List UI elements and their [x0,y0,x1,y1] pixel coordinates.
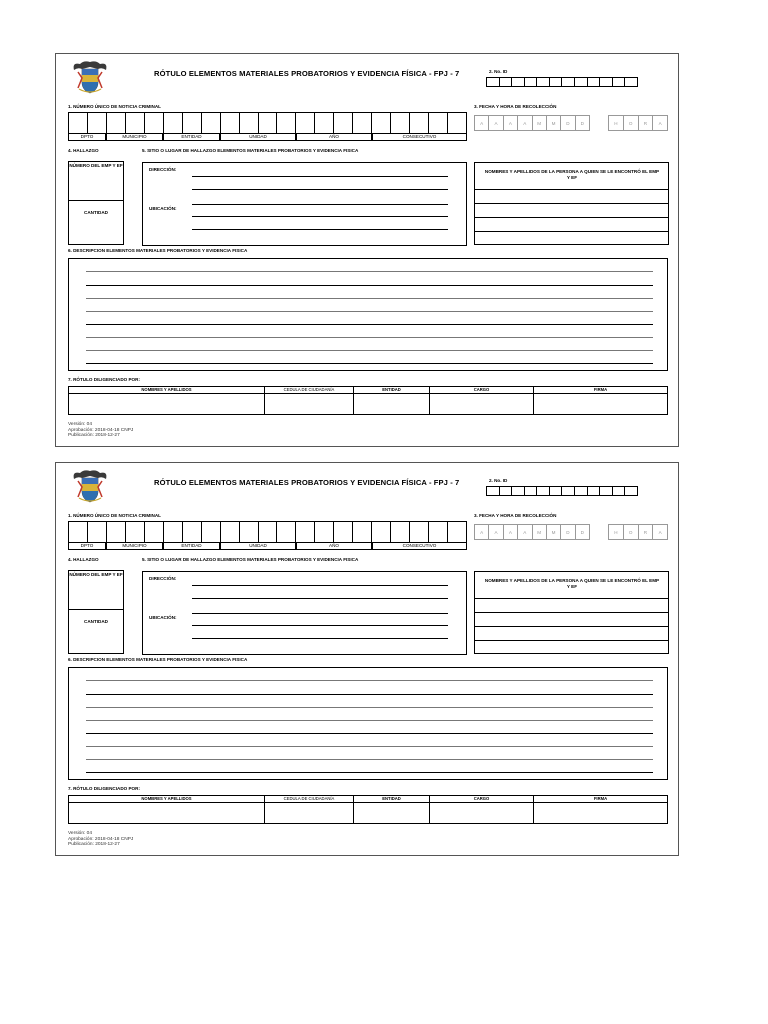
descripcion-line[interactable] [86,707,653,708]
direccion-line-1[interactable] [192,585,448,586]
descripcion-line[interactable] [86,311,653,312]
header-firma: FIRMA [533,386,668,394]
noticia-label: 1. NÚMERO ÚNICO DE NOTICIA CRIMINAL [68,513,161,518]
descripcion-line[interactable] [86,694,653,695]
hallazgo-divider [68,609,124,610]
cantidad-field[interactable] [70,217,122,243]
persona-line-2[interactable] [474,612,669,613]
numero-label: NÚMERO DEL EMP Y EF [69,163,123,168]
segment-unidad: UNIDAD [220,543,296,550]
persona-line-2[interactable] [474,203,669,204]
sitio-label: 5. SITIO O LUGAR DE HALLAZGO ELEMENTOS MATERIALES PROBATORIOS Y EVIDENCIA FISICA [142,557,359,562]
id-input[interactable] [486,77,638,87]
form-card-1 [55,53,679,447]
direccion-line-1[interactable] [192,176,448,177]
form-card-2 [55,462,679,856]
segment-municipio: MUNICIPIO [106,134,163,141]
persona-line-4[interactable] [474,231,669,232]
persona-line-4[interactable] [474,640,669,641]
descripcion-line[interactable] [86,363,653,364]
rotulo-label: 7. RÓTULO DILIGENCIADO POR: [68,377,140,382]
header-cargo: CARGO [429,386,534,394]
cell-cedula[interactable] [264,802,354,824]
fecha-label: 3. FECHA Y HORA DE RECOLECCIÓN [474,513,557,518]
cell-nombres[interactable] [68,393,265,415]
cantidad-label: CANTIDAD [84,210,108,215]
direccion-label: DIRECCIÓN: [149,576,177,581]
hora-input[interactable]: H O R A [608,524,668,540]
cell-cargo[interactable] [429,802,534,824]
version-footer [68,831,133,848]
id-label: 2. No. ID [489,69,508,74]
segment-dpto: DPTO [68,543,106,550]
descripcion-line[interactable] [86,271,653,272]
footer-aprobacion: Aprobación: 2018-04-18 CNPJ [68,836,134,842]
persona-label: NOMBRES Y APELLIDOS DE LA PERSONA A QUIEN SE LE ENCONTRÓ EL EMP Y EF [484,169,660,180]
cell-entidad[interactable] [353,802,430,824]
hallazgo-divider [68,200,124,201]
segment-entidad: ENTIDAD [163,543,220,550]
ubicacion-line-2[interactable] [192,216,448,217]
numero-field[interactable] [70,176,122,198]
header-entidad: ENTIDAD [353,795,430,803]
cell-nombres[interactable] [68,802,265,824]
hora-input[interactable]: H O R A [608,115,668,131]
noticia-input[interactable] [68,521,467,543]
cantidad-field[interactable] [70,626,122,652]
segment-entidad: ENTIDAD [163,134,220,141]
fecha-input[interactable]: A A A A M M D D [474,115,590,131]
footer-publicacion: Publicación: 2018-12-27 [68,842,120,848]
noticia-label: 1. NÚMERO ÚNICO DE NOTICIA CRIMINAL [68,104,161,109]
fecha-label: 3. FECHA Y HORA DE RECOLECCIÓN [474,104,557,109]
ubicacion-line-2[interactable] [192,625,448,626]
descripcion-line[interactable] [86,720,653,721]
hallazgo-label: 4. HALLAZGO [68,148,99,153]
segment-municipio: MUNICIPIO [106,543,163,550]
footer-version: Versión: 04 [68,422,93,427]
descripcion-line[interactable] [86,759,653,760]
segment-consecutivo: CONSECUTIVO [372,543,467,550]
header-cargo: CARGO [429,795,534,803]
segment-dpto: DPTO [68,134,106,141]
persona-label: NOMBRES Y APELLIDOS DE LA PERSONA A QUIEN SE LE ENCONTRÓ EL EMP Y EF [484,578,660,589]
ubicacion-line-3[interactable] [192,229,448,230]
id-input[interactable] [486,486,638,496]
version-footer [68,422,133,439]
ubicacion-label: UBICACIÓN: [149,615,177,620]
direccion-line-2[interactable] [192,189,448,190]
direccion-line-2[interactable] [192,598,448,599]
header-entidad: ENTIDAD [353,386,430,394]
id-label: 2. No. ID [489,478,508,483]
header-firma: FIRMA [533,795,668,803]
footer-publicacion: Publicación: 2018-12-27 [68,433,120,439]
direccion-label: DIRECCIÓN: [149,167,177,172]
ubicacion-line-3[interactable] [192,638,448,639]
hallazgo-label: 4. HALLAZGO [68,557,99,562]
numero-field[interactable] [70,585,122,607]
fecha-input[interactable]: A A A A M M D D [474,524,590,540]
cell-entidad[interactable] [353,393,430,415]
descripcion-box [68,258,668,371]
footer-aprobacion: Aprobación: 2018-04-18 CNPJ [68,427,134,433]
descripcion-line[interactable] [86,680,653,681]
numero-label: NÚMERO DEL EMP Y EF [69,572,123,577]
sitio-label: 5. SITIO O LUGAR DE HALLAZGO ELEMENTOS MATERIALES PROBATORIOS Y EVIDENCIA FISICA [142,148,359,153]
colombia-coat-of-arms-logo [70,58,110,96]
header-cedula: CEDULA DE CIUDADANÍA [264,795,354,803]
noticia-input[interactable] [68,112,467,134]
segment-unidad: UNIDAD [220,134,296,141]
rotulo-label: 7. RÓTULO DILIGENCIADO POR: [68,786,140,791]
header-nombres: NOMBRES Y APELLIDOS [68,795,265,803]
descripcion-line[interactable] [86,746,653,747]
descripcion-line[interactable] [86,337,653,338]
header-nombres: NOMBRES Y APELLIDOS [68,386,265,394]
persona-line-1[interactable] [474,598,669,599]
header-cedula: CEDULA DE CIUDADANÍA [264,386,354,394]
descripcion-label: 6. DESCRIPCION ELEMENTOS MATERIALES PROBATORIOS Y EVIDENCIA FISICA [68,248,248,253]
ubicacion-line-1[interactable] [192,613,448,614]
descripcion-line[interactable] [86,772,653,773]
persona-line-1[interactable] [474,189,669,190]
segment-ano: AÑO [296,134,372,141]
descripcion-label: 6. DESCRIPCION ELEMENTOS MATERIALES PROBATORIOS Y EVIDENCIA FISICA [68,657,248,662]
cantidad-label: CANTIDAD [84,619,108,624]
colombia-coat-of-arms-logo [70,467,110,505]
form-title: RÓTULO ELEMENTOS MATERIALES PROBATORIOS Y EVIDENCIA FÍSICA - FPJ - 7 [154,69,460,78]
descripcion-line[interactable] [86,733,653,734]
descripcion-line[interactable] [86,298,653,299]
footer-version: Versión: 04 [68,831,93,836]
ubicacion-line-1[interactable] [192,204,448,205]
descripcion-line[interactable] [86,285,653,286]
cell-firma[interactable] [533,802,668,824]
persona-line-3[interactable] [474,217,669,218]
form-title: RÓTULO ELEMENTOS MATERIALES PROBATORIOS Y EVIDENCIA FÍSICA - FPJ - 7 [154,478,460,487]
persona-line-3[interactable] [474,626,669,627]
cell-firma[interactable] [533,393,668,415]
cell-cedula[interactable] [264,393,354,415]
cell-cargo[interactable] [429,393,534,415]
ubicacion-label: UBICACIÓN: [149,206,177,211]
segment-ano: AÑO [296,543,372,550]
descripcion-line[interactable] [86,350,653,351]
descripcion-line[interactable] [86,324,653,325]
descripcion-box [68,667,668,780]
segment-consecutivo: CONSECUTIVO [372,134,467,141]
